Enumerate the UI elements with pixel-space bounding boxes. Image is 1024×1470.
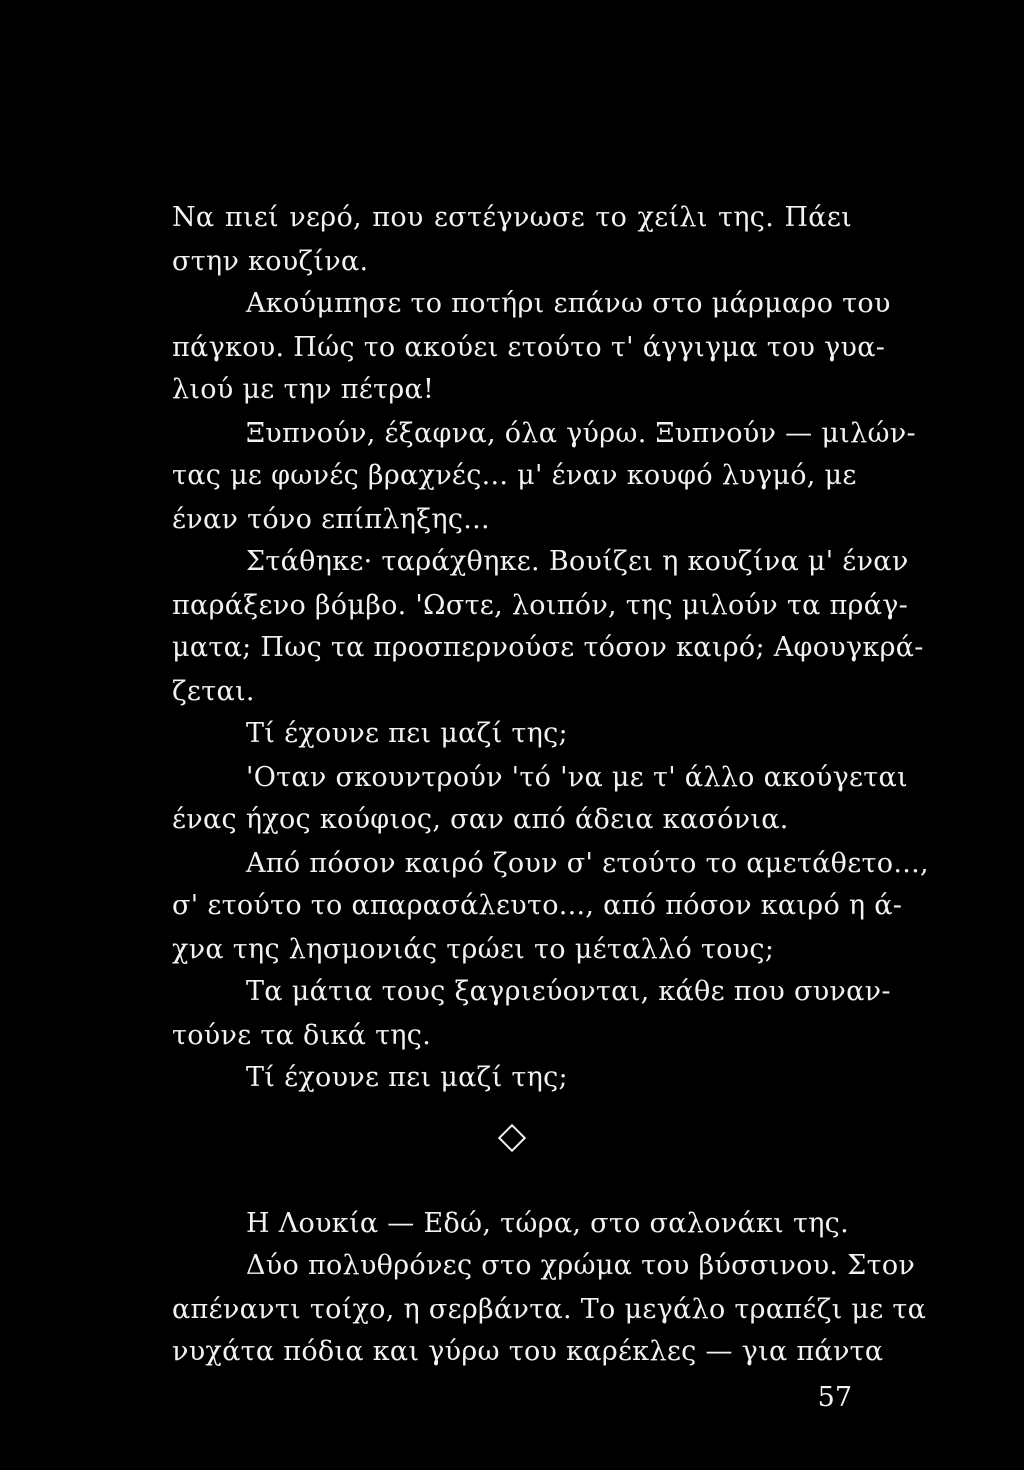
text-line-22: Η Λουκία — Εδώ, τώρα, στο σαλονάκι της. (246, 1208, 849, 1239)
text-line-5: λιού με την πέτρα! (172, 374, 435, 405)
text-line-14: 'Οταν σκουντρούν 'τό 'να με τ' άλλο ακούγεται (246, 762, 908, 793)
text-line-19: Τα μάτια τους ξαγριεύονται, κάθε που συναν- (246, 976, 891, 1007)
text-line-2: στην κουζίνα. (172, 246, 369, 277)
text-line-21: Τί έχουνε πει μαζί της; (246, 1062, 568, 1093)
text-line-6: Ξυπνούν, έξαφνα, όλα γύρω. Ξυπνούν — μιλών- (246, 418, 916, 449)
text-line-15: ένας ήχος κούφιος, σαν από άδεια κασόνια. (172, 804, 789, 835)
text-line-23: Δύο πολυθρόνες στο χρώμα του βύσσινου. Στον (246, 1250, 916, 1281)
text-line-16: Από πόσον καιρό ζουν σ' ετούτο το αμετάθετο..., (246, 848, 929, 879)
text-line-20: τούνε τα δικά της. (172, 1020, 432, 1051)
text-line-8: έναν τόνο επίπληξης... (172, 504, 490, 535)
text-line-24: απέναντι τοίχο, η σερβάντα. Το μεγάλο τραπέζι με τα (172, 1294, 927, 1325)
text-line-4: πάγκου. Πώς το ακούει ετούτο τ' άγγιγμα του γυα- (172, 332, 886, 363)
text-line-17: σ' ετούτο το απαρασάλευτο..., από πόσον καιρό η ά- (172, 890, 903, 921)
page-number: 57 (817, 1382, 852, 1413)
text-line-25: νυχάτα πόδια και γύρω του καρέκλες — για πάντα (172, 1336, 884, 1367)
text-line-3: Ακούμπησε το ποτήρι επάνω στο μάρμαρο του (246, 288, 891, 319)
text-line-7: τας με φωνές βραχνές... μ' έναν κουφό λυγμό, με (172, 460, 857, 491)
text-line-18: χνα της λησμονιάς τρώει το μέταλλό τους; (172, 934, 775, 965)
diamond-ornament-icon (498, 1124, 526, 1152)
text-line-12: ζεται. (172, 676, 255, 707)
text-line-11: ματα; Πως τα προσπερνούσε τόσον καιρό; Αφουγκρά- (172, 632, 924, 663)
text-line-10: παράξενο βόμβο. 'Ωστε, λοιπόν, της μιλούν τα πράγ- (172, 590, 909, 621)
text-line-13: Τί έχουνε πει μαζί της; (246, 718, 568, 749)
text-line-1: Να πιεί νερό, που εστέγνωσε το χείλι της. Πάει (172, 202, 852, 233)
text-line-9: Στάθηκε· ταράχθηκε. Βουίζει η κουζίνα μ' έναν (246, 546, 909, 577)
section-separator (0, 1118, 1024, 1158)
